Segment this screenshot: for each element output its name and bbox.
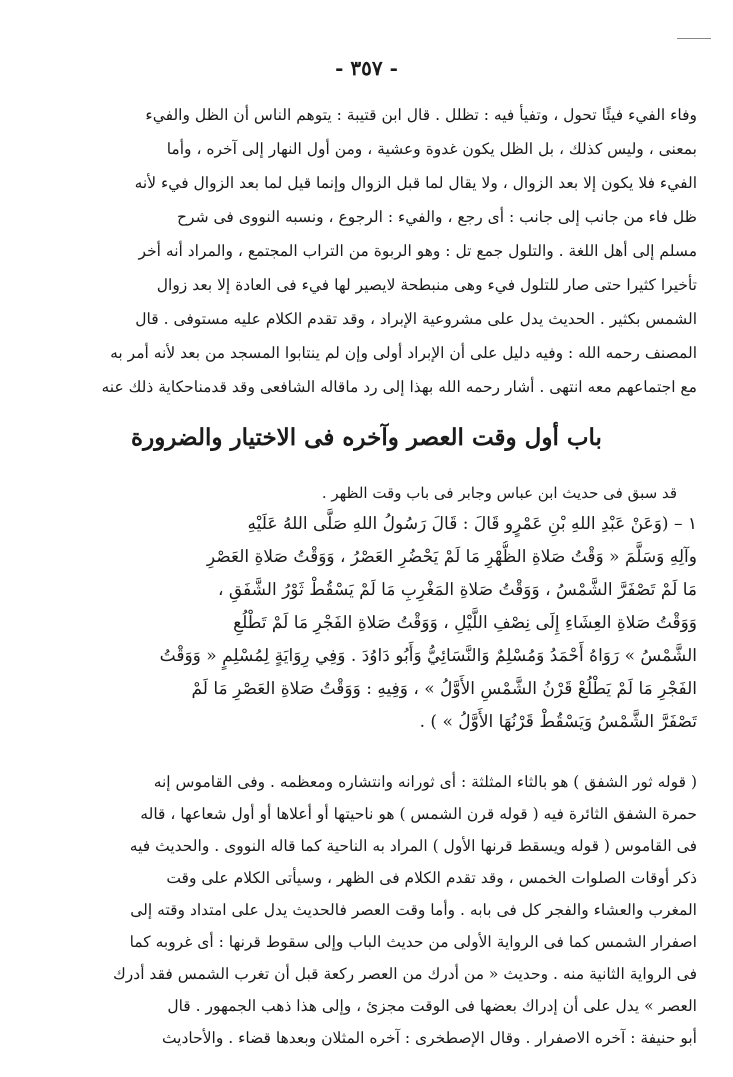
- explanation-line: المغرب والعشاء والفجر كل فى بابه . وأما وقت العصر فالحديث يدل على امتداد وقته إلى: [130, 901, 697, 919]
- page-number: - ٣٥٧ -: [335, 56, 398, 80]
- commentary-line: الشمس بكثير . الحديث يدل على مشروعية الإبراد ، وقد تقدم الكلام عليه مستوفى . قال: [135, 310, 697, 328]
- intro-line: قد سبق فى حديث ابن عباس وجابر فى باب وقت الظهر .: [321, 484, 677, 502]
- commentary-line: تأخيرا كثيرا حتى صار للتلول فيء وهى منبطحة لايصير لها فيء فى العادة إلا بعد زوال: [156, 276, 697, 294]
- explanation-line: العصر » يدل على أن إدراك بعضها فى الوقت مجزئ ، وإلى هذا ذهب الجمهور . قال: [167, 997, 697, 1015]
- intro-paragraph: [97, 478, 677, 508]
- hadith-line: وآلِهِ وَسَلَّمَ « وَقْتُ صَلاةِ الظُّهْرِ مَا لَمْ يَحْضُرِ العَصْرُ ، وَوَقْتُ صَلاةِ العَصْرِ: [206, 547, 697, 567]
- commentary-line: المصنف رحمه الله : وفيه دليل على أن الإبراد أولى وإن لم ينتابوا المسجد من بعد لأنه أمر به: [110, 344, 697, 362]
- hadith-line: الفَجْرِ مَا لَمْ يَطْلُعْ قَرْنُ الشَّمْسِ الأَوَّلُ » ، وَفِيهِ : وَوَقْتُ صَلاةِ العَصْرِ مَا لَمْ: [191, 679, 697, 699]
- hadith-text: [97, 508, 697, 739]
- hadith-line: الشَّمْسُ » رَوَاهُ أَحْمَدُ وَمُسْلِمٌ وَالنَّسَائِيُّ وَأَبُو دَاوُدَ . وَفِي رِوَايَةٍ لِمُسْلِمٍ « وَوَقْتُ: [159, 646, 697, 666]
- explanation-line: اصفرار الشمس كما فى الرواية الأولى من حديث الباب وإلى سقوط قرنها : أى غروبه كما: [129, 933, 697, 951]
- explanation-line: فى القاموس ( قوله ويسقط قرنها الأول ) المراد به الناحية كما قاله النووى . والحديث فيه: [129, 837, 697, 855]
- explanation-line: ( قوله ثور الشفق ) هو بالثاء المثلثة : أى ثورانه وانتشاره ومعظمه . وفى القاموس إنه: [153, 773, 697, 791]
- hadith-line: وَوَقْتُ صَلاةِ العِشَاءِ إِلَى نِصْفِ اللَّيْلِ ، وَوَقْتُ صَلاةِ الفَجْرِ مَا لَمْ تَطْلُعِ: [233, 613, 697, 633]
- hadith-line: مَا لَمْ تَصْفَرَّ الشَّمْسُ ، وَوَقْتُ صَلاةِ المَغْرِبِ مَا لَمْ يَسْقُطْ ثَوْرُ الشَّفَقِ ،: [217, 580, 697, 600]
- commentary-line: ظل فاء من جانب إلى جانب : أى رجع ، والفيء : الرجوع ، ونسبه النووى فى شرح: [177, 208, 697, 226]
- explanation-paragraph: [97, 766, 697, 1054]
- commentary-line: بمعنى ، وليس كذلك ، بل الظل يكون غدوة وعشية ، ومن أول النهار إلى آخره ، وأما: [166, 140, 697, 158]
- explanation-line: ذكر أوقات الصلوات الخمس ، وقد تقدم الكلام فى الظهر ، وسيأتى الكلام على وقت: [166, 869, 697, 887]
- commentary-line: الفيء فلا يكون إلا بعد الزوال ، ولا يقال لما قبل الزوال وإنما قيل لما بعد الزوال فيء لأنه: [134, 174, 697, 192]
- commentary-line: مع اجتماعهم معه انتهى . أشار رحمه الله بهذا إلى رد ماقاله الشافعى وقد قدمناحكاية ذلك عنه: [101, 378, 697, 396]
- commentary-line: وفاء الفيء فيئًا تحول ، وتفيأ فيه : تظلل . قال ابن قتيبة : يتوهم الناس أن الظل والفيء: [145, 106, 697, 124]
- commentary-paragraph: [97, 98, 697, 404]
- explanation-line: فى الرواية الثانية منه . وحديث « من أدرك من العصر ركعة قبل أن تغرب الشمس فقد أدرك: [113, 965, 697, 983]
- corner-mark: [677, 38, 711, 39]
- commentary-line: مسلم إلى أهل اللغة . والتلول جمع تل : وهو الربوة من التراب المجتمع ، والمراد أنه أخر: [138, 242, 697, 260]
- explanation-line: حمرة الشفق الثائرة فيه ( قوله قرن الشمس ) هو ناحيتها أو أعلاها أو أول شعاعها ، قاله: [140, 805, 697, 823]
- hadith-line: ١ – (وَعَنْ عَبْدِ اللهِ بْنِ عَمْرٍو قَالَ : قَالَ رَسُولُ اللهِ صَلَّى اللهُ عَلَيْهِ: [247, 514, 697, 534]
- explanation-line: أبو حنيفة : آخره الاصفرار . وقال الإصطخرى : آخره المثلان وبعدها قضاء . والأحاديث: [161, 1029, 697, 1047]
- hadith-line: تَصْفَرَّ الشَّمْسُ وَيَسْقُطْ قَرْنُهَا الأَوَّلُ » ) .: [419, 712, 697, 732]
- chapter-title: باب أول وقت العصر وآخره فى الاختيار والضرورة: [131, 424, 602, 451]
